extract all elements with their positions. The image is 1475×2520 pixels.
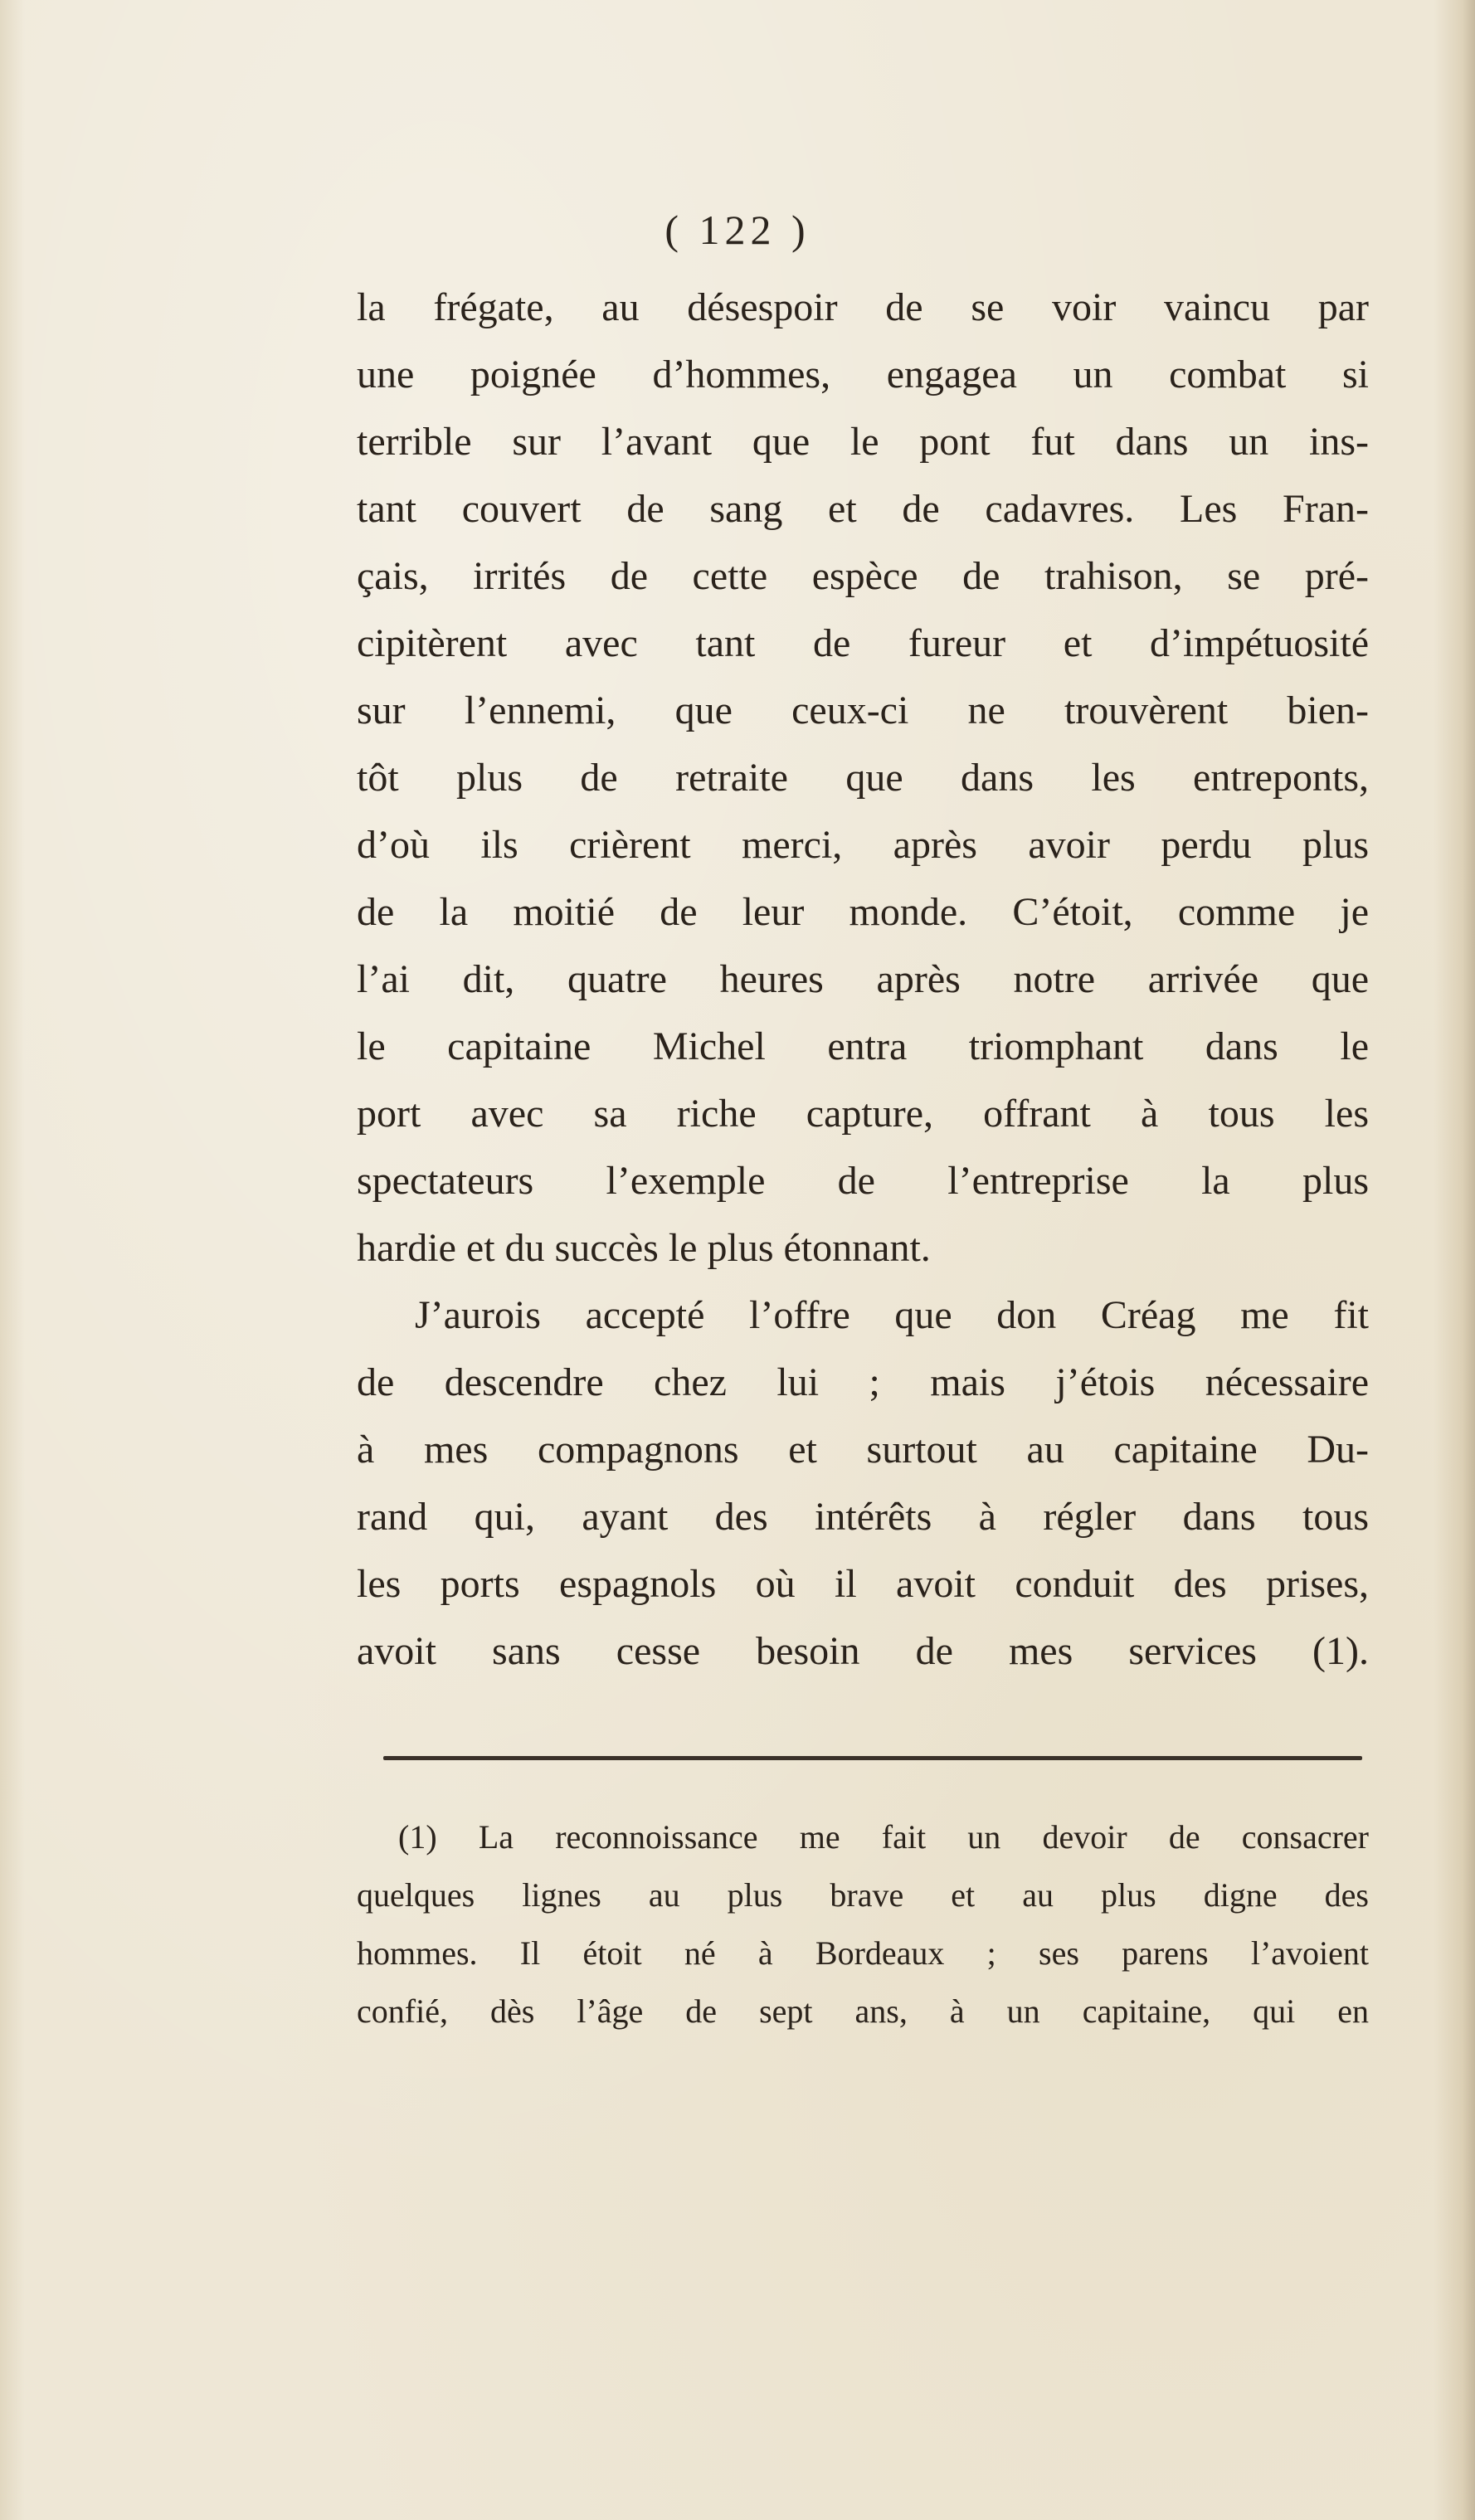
body-line: J’aurois accepté l’offre que don Créag me fit — [415, 1293, 1369, 1337]
body-line: çais, irrités de cette espèce de trahison, se pré- — [357, 554, 1369, 598]
body-line: sur l’ennemi, que ceux-ci ne trouvèrent bien- — [357, 688, 1369, 732]
body-line: l’ai dit, quatre heures après notre arrivée que — [357, 957, 1369, 1001]
body-line: une poignée d’hommes, engagea un combat si — [357, 353, 1369, 396]
body-line: port avec sa riche capture, offrant à tous les — [357, 1092, 1369, 1136]
page-number: ( 122 ) — [664, 207, 811, 253]
body-line: hardie et du succès le plus étonnant. — [357, 1226, 931, 1270]
footnote-line: quelques lignes au plus brave et au plus digne des — [357, 1876, 1369, 1914]
body-line: le capitaine Michel entra triomphant dans le — [357, 1024, 1369, 1068]
footnote-line: (1) La reconnoissance me fait un devoir de consacrer — [398, 1818, 1369, 1856]
body-line: terrible sur l’avant que le pont fut dans un ins- — [357, 420, 1369, 464]
body-line: tôt plus de retraite que dans les entreponts, — [357, 756, 1369, 800]
footnote-text — [357, 1808, 1369, 2041]
body-line: avoit sans cesse besoin de mes services (1). — [357, 1629, 1369, 1673]
body-line: d’où ils crièrent merci, après avoir perdu plus — [357, 823, 1369, 867]
page-right-edge-shadow — [1434, 0, 1475, 2520]
body-line: de la moitié de leur monde. C’étoit, comme je — [357, 890, 1369, 934]
body-line: tant couvert de sang et de cadavres. Les Fran- — [357, 487, 1369, 531]
body-line: cipitèrent avec tant de fureur et d’impétuosité — [357, 621, 1369, 665]
footnote-line: hommes. Il étoit né à Bordeaux ; ses parens l’avoient — [357, 1934, 1369, 1972]
body-line: à mes compagnons et surtout au capitaine Du- — [357, 1428, 1369, 1472]
body-text — [357, 274, 1369, 1685]
footnote-line: confié, dès l’âge de sept ans, à un capitaine, qui en — [357, 1992, 1369, 2030]
body-line: la frégate, au désespoir de se voir vaincu par — [357, 285, 1369, 329]
body-line: les ports espagnols où il avoit conduit des prises, — [357, 1562, 1369, 1606]
body-line: spectateurs l’exemple de l’entreprise la plus — [357, 1159, 1369, 1203]
page-left-edge-shadow — [0, 0, 25, 2520]
footnote-separator-rule — [383, 1756, 1362, 1760]
body-line: de descendre chez lui ; mais j’étois nécessaire — [357, 1360, 1369, 1404]
body-line: rand qui, ayant des intérêts à régler dans tous — [357, 1495, 1369, 1539]
